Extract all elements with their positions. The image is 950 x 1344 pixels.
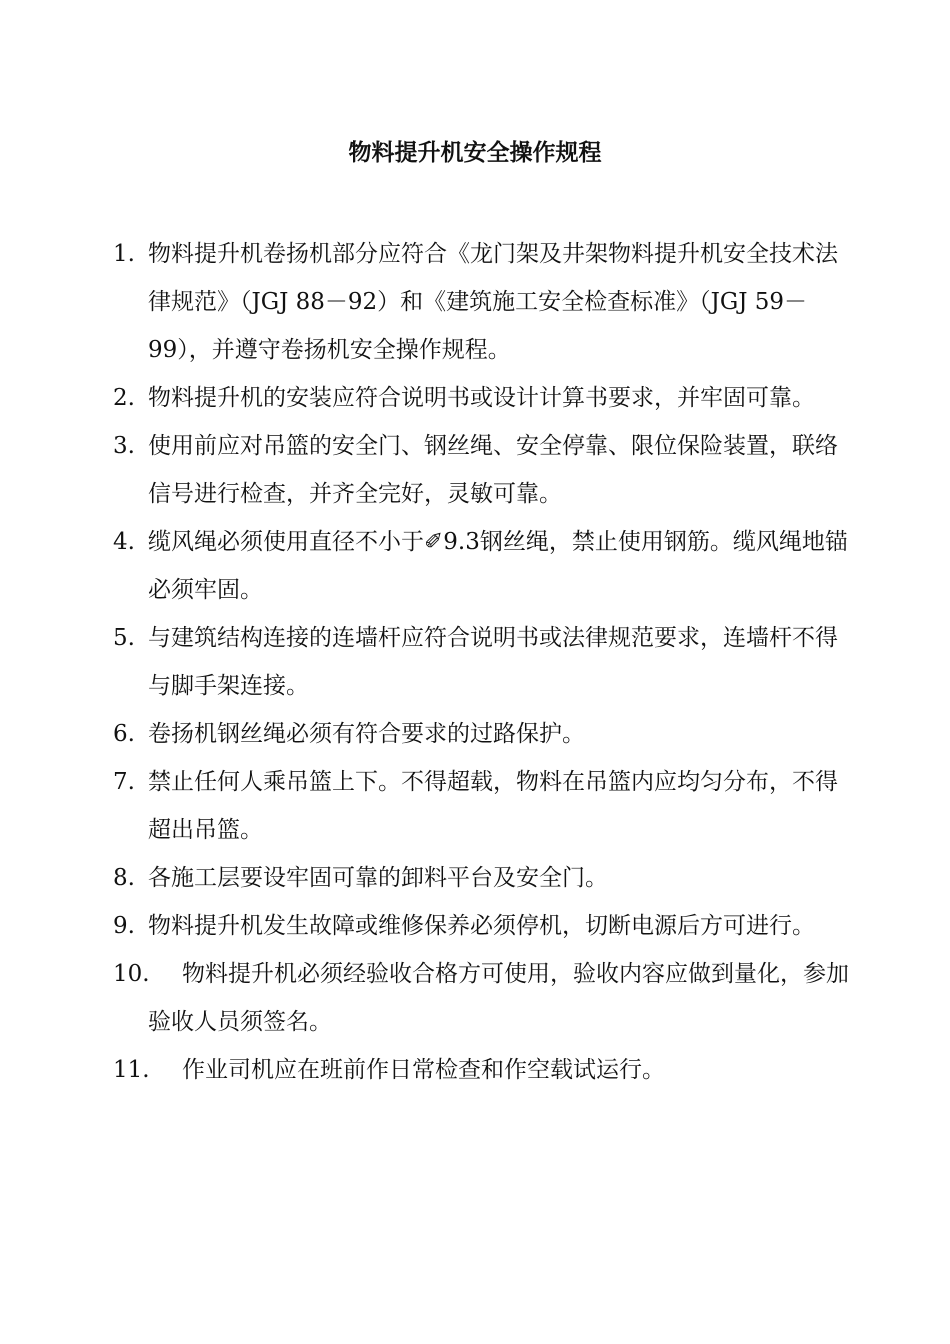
- rule-number: 8.: [113, 865, 135, 891]
- rule-number: 6.: [113, 721, 135, 747]
- rule-item-2: [113, 374, 858, 422]
- rule-item-7: [113, 758, 858, 854]
- rule-number: 10.: [113, 961, 150, 987]
- rule-text: 卷扬机钢丝绳必须有符合要求的过路保护。: [148, 721, 585, 747]
- rule-item-9: [113, 902, 858, 950]
- rule-text: 物料提升机必须经验收合格方可使用，验收内容应做到量化，参加验收人员须签名。: [148, 961, 849, 1035]
- rule-item-5: [113, 614, 858, 710]
- rules-list: [113, 230, 858, 1094]
- rule-text: 各施工层要设牢固可靠的卸料平台及安全门。: [148, 865, 608, 891]
- rule-text: 物料提升机的安装应符合说明书或设计计算书要求，并牢固可靠。: [148, 385, 815, 411]
- rule-text: 物料提升机卷扬机部分应符合《龙门架及井架物料提升机安全技术法律规范》（JGJ 88－92）和《建筑施工安全检查标准》（JGJ 59－99），并遵守卷扬机安全操作规程。: [148, 241, 838, 363]
- rule-text: 禁止任何人乘吊篮上下。不得超载，物料在吊篮内应均匀分布，不得超出吊篮。: [148, 769, 838, 843]
- rule-text: 作业司机应在班前作日常检查和作空载试运行。: [182, 1057, 665, 1083]
- rule-item-4: [113, 518, 858, 614]
- rule-item-6: [113, 710, 858, 758]
- rule-number: 2.: [113, 385, 135, 411]
- rule-item-8: [113, 854, 858, 902]
- rule-number: 9.: [113, 913, 135, 939]
- rule-text: 使用前应对吊篮的安全门、钢丝绳、安全停靠、限位保险装置，联络信号进行检查，并齐全完好，灵敏可靠。: [148, 433, 838, 507]
- rule-number: 11.: [113, 1057, 150, 1083]
- rule-number: 7.: [113, 769, 135, 795]
- document-title: 物料提升机安全操作规程: [348, 140, 602, 166]
- rule-number: 5.: [113, 625, 135, 651]
- rule-item-1: [113, 230, 858, 374]
- rule-item-3: [113, 422, 858, 518]
- rule-item-10: [113, 950, 858, 1046]
- rule-text: 与建筑结构连接的连墙杆应符合说明书或法律规范要求，连墙杆不得与脚手架连接。: [148, 625, 838, 699]
- rule-number: 1.: [113, 241, 135, 267]
- rule-item-11: [113, 1046, 858, 1094]
- rule-number: 3.: [113, 433, 135, 459]
- rule-text: 缆风绳必须使用直径不小于✐9.3钢丝绳，禁止使用钢筋。缆风绳地锚必须牢固。: [148, 529, 848, 603]
- rule-number: 4.: [113, 529, 135, 555]
- rule-text: 物料提升机发生故障或维修保养必须停机，切断电源后方可进行。: [148, 913, 815, 939]
